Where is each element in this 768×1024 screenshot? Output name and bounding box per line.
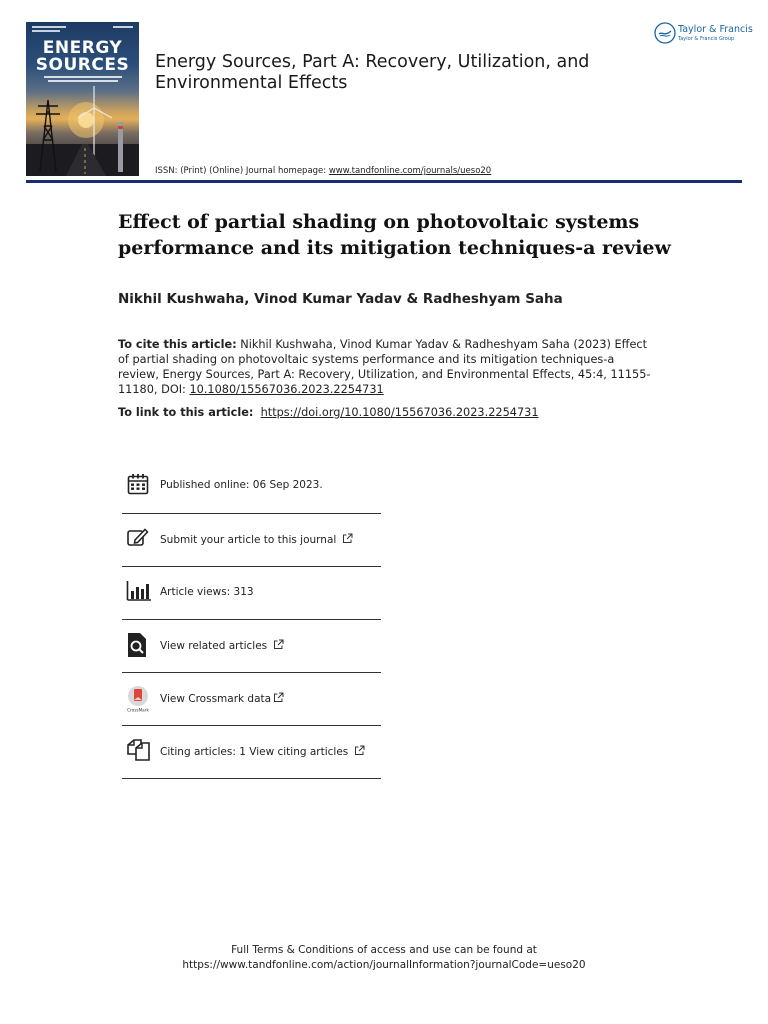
citing-documents-icon <box>126 738 152 764</box>
article-link-label: To link to this article: <box>118 406 254 419</box>
citation-text: Nikhil Kushwaha, Vinod Kumar Yadav & Radheshyam Saha (2023) Effect of partial shading on photovoltaic systems performance and its mitigation techniques-a review, Energy Sources, Part A: Recovery, Utilization, and Environmental Effects, 45:4, 11155-11180, DOI: <box>118 338 651 396</box>
publisher-name: Taylor & Francis <box>678 24 753 35</box>
article-views: Article views: 313 <box>160 586 254 598</box>
published-row <box>122 460 381 513</box>
svg-text:CrossMark: CrossMark <box>127 707 149 713</box>
journal-homepage-link[interactable]: www.tandfonline.com/journals/ueso20 <box>328 166 492 176</box>
article-title: Effect of partial shading on photovoltaic systems performance and its mitigation techniques-a review <box>118 211 671 259</box>
header-divider <box>26 180 742 183</box>
submit-article-link[interactable] <box>160 533 353 546</box>
article-link-line <box>118 406 539 419</box>
search-document-icon <box>126 632 152 658</box>
publisher-logo[interactable] <box>654 22 754 46</box>
article-info-list <box>122 460 381 779</box>
external-link-icon <box>354 745 365 756</box>
citing-articles-link[interactable] <box>160 745 365 758</box>
publisher-group: Taylor & Francis Group <box>678 36 735 42</box>
citing-articles-label: Citing articles: 1 View citing articles <box>160 746 349 758</box>
citation-label: To cite this article: <box>118 338 237 351</box>
edit-icon <box>126 526 152 552</box>
cover-title-line1: ENERGY <box>42 38 123 58</box>
footer-terms <box>0 943 768 972</box>
cover-title-line2: SOURCES <box>35 55 130 75</box>
issn-label: ISSN: (Print) (Online) Journal homepage: <box>155 166 329 176</box>
related-articles-label: View related articles <box>160 640 268 652</box>
crossmark-icon <box>126 685 152 711</box>
journal-cover-image <box>26 22 139 176</box>
article-doi-link[interactable]: https://doi.org/10.1080/15567036.2023.2254731 <box>260 406 539 419</box>
views-row <box>122 567 381 620</box>
issn-line <box>155 166 491 176</box>
submit-article-label: Submit your article to this journal <box>160 534 337 546</box>
citation-block <box>118 337 658 397</box>
related-articles-link[interactable] <box>160 639 284 652</box>
crossmark-link[interactable] <box>160 692 284 705</box>
citing-row[interactable] <box>122 726 381 779</box>
bar-chart-icon <box>126 579 152 605</box>
citation-doi-link[interactable]: 10.1080/15567036.2023.2254731 <box>189 383 384 396</box>
published-date: Published online: 06 Sep 2023. <box>160 479 323 491</box>
crossmark-row[interactable] <box>122 673 381 726</box>
crossmark-label: View Crossmark data <box>160 693 272 705</box>
submit-row[interactable] <box>122 514 381 567</box>
journal-title: Energy Sources, Part A: Recovery, Utilization, and Environmental Effects <box>155 52 590 93</box>
external-link-icon <box>342 533 353 544</box>
publisher-logo-icon <box>654 22 676 44</box>
footer-terms-link[interactable]: https://www.tandfonline.com/action/journalInformation?journalCode=ueso20 <box>182 958 586 971</box>
calendar-icon <box>126 472 152 498</box>
footer-line-1: Full Terms & Conditions of access and use can be found at <box>231 944 537 956</box>
related-row[interactable] <box>122 620 381 673</box>
external-link-icon <box>273 639 284 650</box>
article-authors: Nikhil Kushwaha, Vinod Kumar Yadav & Radheshyam Saha <box>118 291 563 307</box>
external-link-icon <box>273 692 284 703</box>
